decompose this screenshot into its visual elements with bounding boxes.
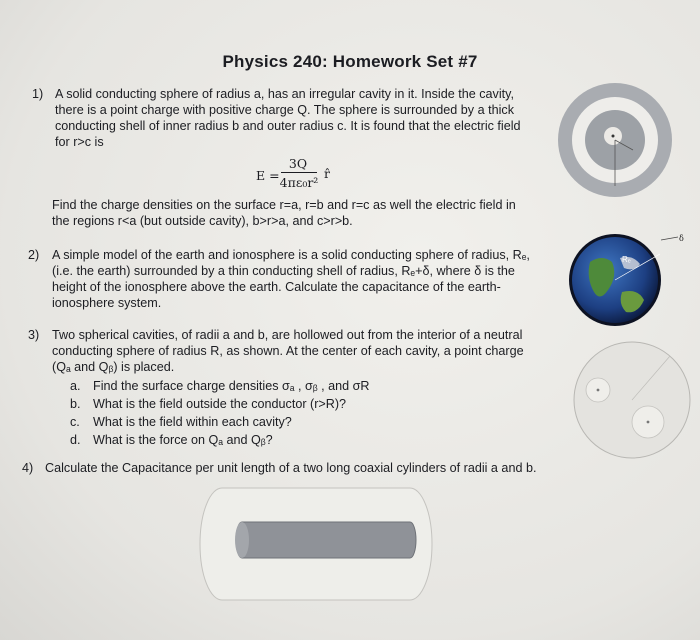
formula-denominator: 4πε₀r² [279, 175, 319, 190]
earth-figure [560, 232, 690, 332]
problem-1-line: the regions r<a (but outside cavity), b>r>a, and c>r>b. [52, 214, 353, 228]
inner-cylinder-end [235, 522, 249, 558]
problem-3-item: What is the force on Qₐ and Qᵦ? [93, 433, 273, 447]
charge-qb [647, 421, 650, 424]
problem-3-number: 3) [28, 328, 40, 342]
inner-cylinder [236, 522, 416, 558]
problem-2-line: ionosphere system. [52, 296, 162, 310]
problem-1-line: A solid conducting sphere of radius a, has an irregular cavity in it. Inside the cavity, [55, 87, 514, 101]
problem-3-line: conducting sphere of radius R, as shown. At the center of each cavity, a point charge [52, 344, 524, 358]
delta-pointer [661, 237, 678, 240]
delta-label: δ [679, 234, 684, 243]
problem-4-number: 4) [22, 461, 34, 475]
item-marker: c. [70, 415, 80, 429]
coaxial-cylinders-figure [192, 482, 442, 612]
problem-3-item: What is the field outside the conductor (r>R)? [93, 397, 347, 411]
fraction-bar [281, 172, 317, 173]
radius-label: Rₑ [622, 255, 631, 264]
item-marker: a. [70, 379, 81, 393]
formula-unit-vector: r̂ [324, 166, 330, 181]
problem-1-line: conducting shell of inner radius b and outer radius c. It is found that the electric field [55, 119, 521, 133]
formula-numerator: 3Q [288, 156, 308, 171]
charge-qa [597, 389, 600, 392]
page-title: Physics 240: Homework Set #7 [222, 52, 478, 71]
problem-2-line: (i.e. the earth) surrounded by a thin conducting shell of radius, Rₑ+δ, where δ is the [52, 264, 515, 278]
concentric-shells-figure [555, 80, 675, 200]
item-marker: b. [70, 397, 81, 411]
problem-2-line: A simple model of the earth and ionosphere is a solid conducting sphere of radius, Rₑ, [52, 248, 530, 262]
problem-3-line: Two spherical cavities, of radii a and b, are hollowed out from the interior of a neutral [52, 328, 523, 342]
problem-1-line: for r>c is [55, 135, 104, 149]
formula-lhs: E = [256, 168, 280, 183]
problem-3-item: What is the field within each cavity? [93, 415, 292, 429]
problem-1-number: 1) [32, 87, 44, 101]
problem-1-line: Find the charge densities on the surface r=a, r=b and r=c as well the electric field in [52, 198, 516, 212]
problem-3-item: Find the surface charge densities σₐ , σᵦ , and σR [93, 379, 370, 393]
two-cavities-figure [568, 336, 696, 464]
point-charge [612, 135, 615, 138]
item-marker: d. [70, 433, 81, 447]
problem-1-line: there is a point charge with positive charge Q. The sphere is surrounded by a thick [55, 103, 514, 117]
problem-4-line: Calculate the Capacitance per unit length of a two long coaxial cylinders of radii a and b. [45, 461, 537, 475]
problem-2-line: height of the ionosphere above the earth. Calculate the capacitance of the earth- [52, 280, 501, 294]
problem-3-line: (Qₐ and Qᵦ) is placed. [52, 360, 175, 374]
problem-2-number: 2) [28, 248, 40, 262]
